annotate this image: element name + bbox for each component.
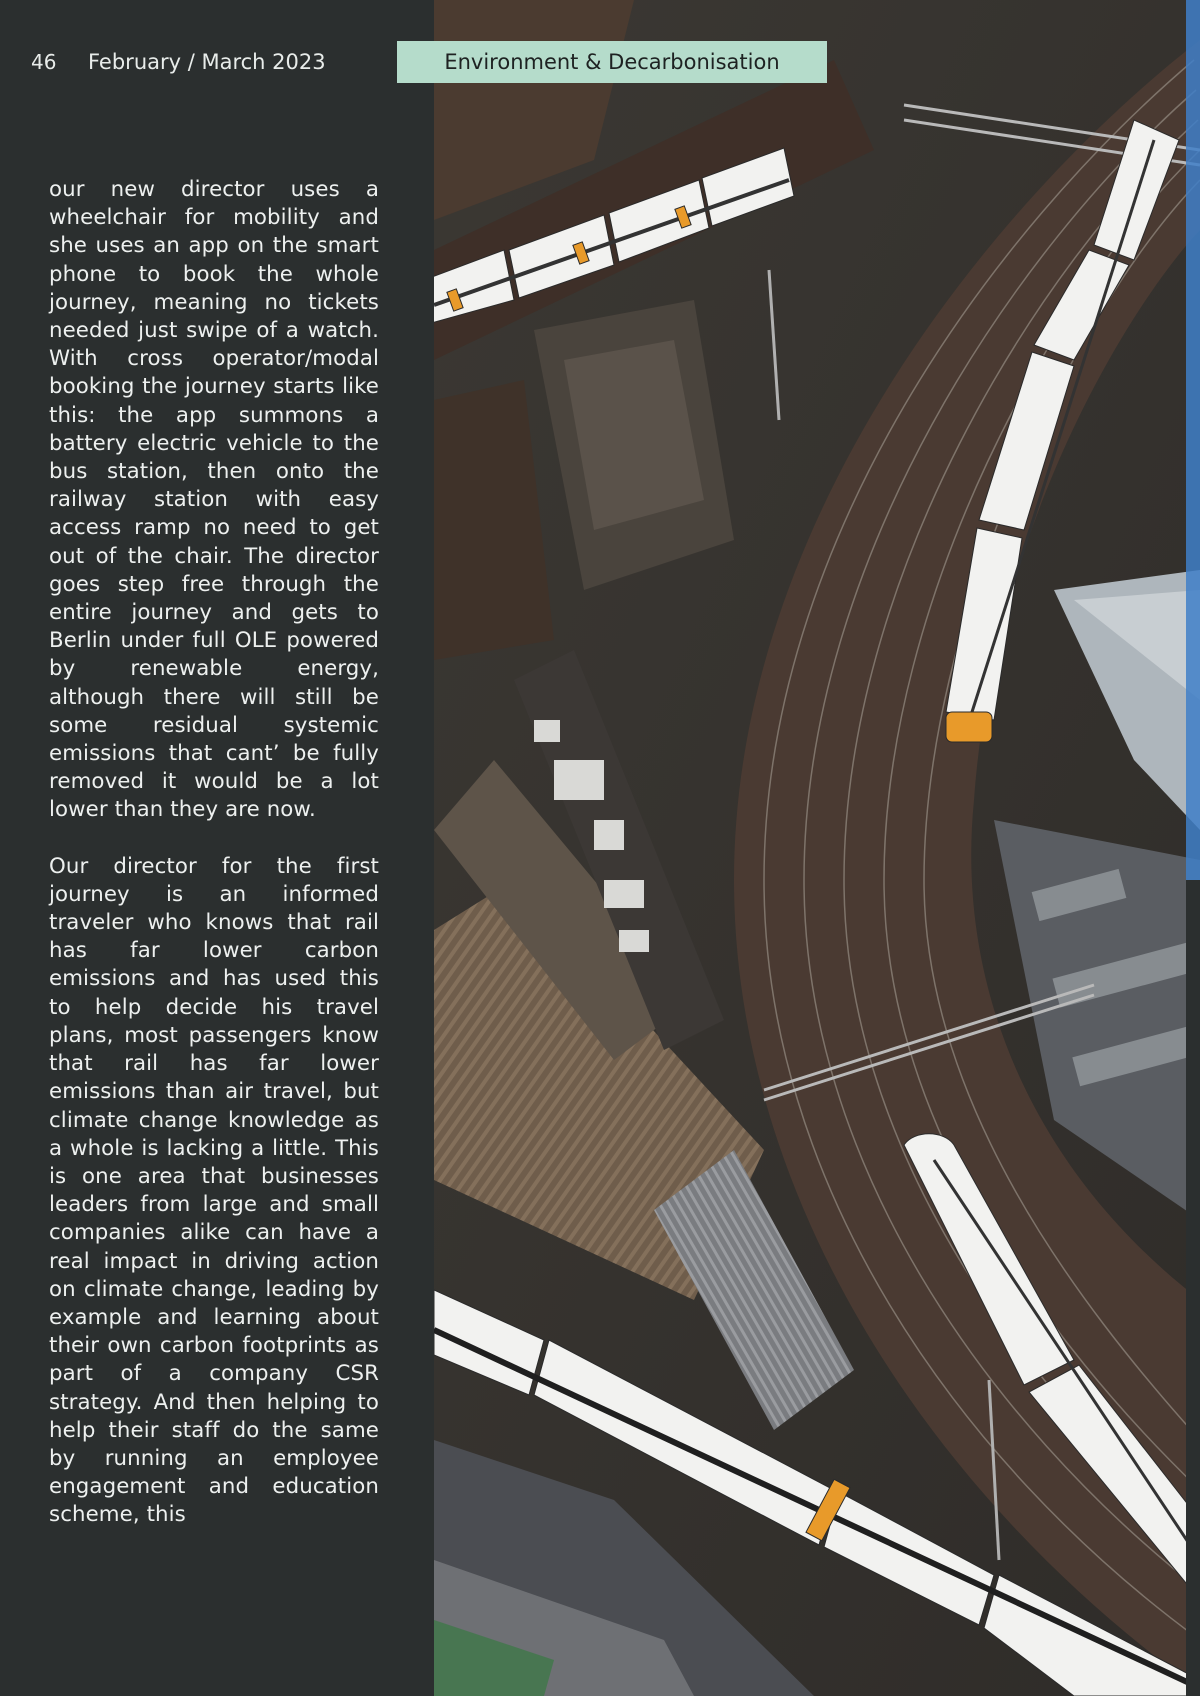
article-paragraph: Our director for the first journey is an informed traveler who knows that rail has far lower carbon emissions and has used this to help decide his travel plans, most passengers know that rail has far lower emissions than air travel, but climate change knowledge as a whole is lacking a little. This is one area that businesses leaders from large and small companies alike can have a real impact in driving action on climate change, leading by example and learning about their own carbon footprints as part of a company CSR strategy. And then helping to help their staff do the same by running an employee engagement and education scheme, this bbox=[49, 853, 379, 1528]
issue-date: February / March 2023 bbox=[88, 50, 326, 74]
photo-illustration bbox=[434, 0, 1200, 1696]
page-number: 46 bbox=[31, 50, 57, 74]
section-label: Environment & Decarbonisation bbox=[397, 41, 827, 83]
railway-aerial-photo bbox=[434, 0, 1200, 1696]
article-paragraph: our new director uses a wheelchair for mobility and she uses an app on the smart phone to book the whole journey, meaning no tickets needed just swipe of a watch. With cross operator/modal booking the journey starts like this: the app summons a battery electric vehicle to the bus station, then onto the railway station with easy access ramp no need to get out of the chair. The director goes step free through the entire journey and gets to Berlin under full OLE powered by renewable energy, although there will still be some residual systemic emissions that cant’ be fully removed it would be a lot lower than they are now. bbox=[49, 177, 379, 823]
text-column bbox=[0, 0, 434, 1696]
article-body bbox=[49, 176, 379, 1558]
sky-strip bbox=[1186, 0, 1200, 880]
